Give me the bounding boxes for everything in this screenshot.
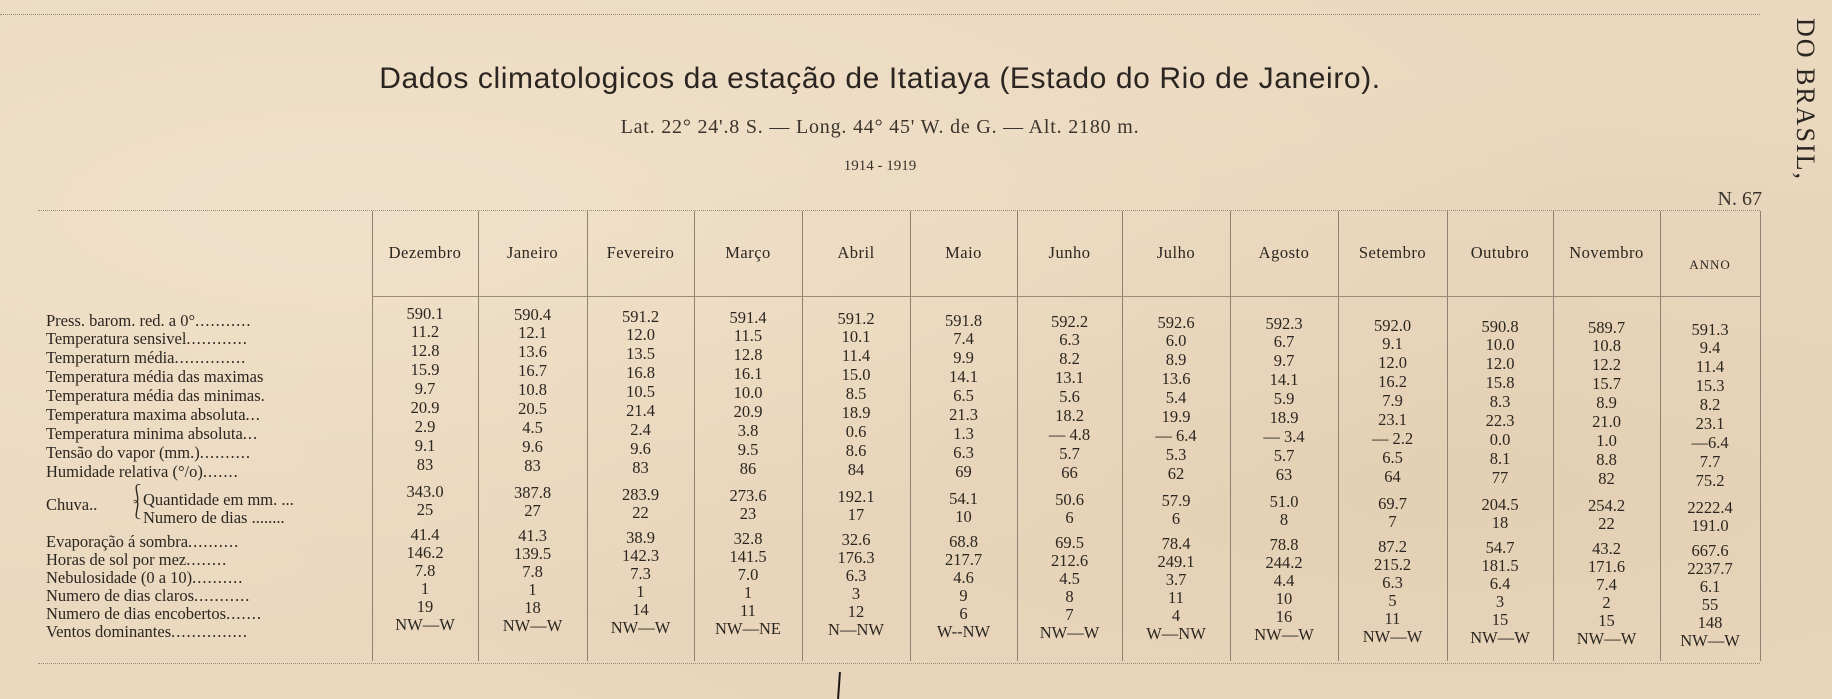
row-label — [46, 587, 250, 605]
table-cell: 6.5 — [953, 386, 974, 405]
table-cell: 8.1 — [1489, 449, 1511, 468]
table-cell: 12.0 — [1378, 353, 1407, 372]
table-cell: 78.4 — [1161, 534, 1191, 553]
row-label-text: Press. barom. red. a 0° — [46, 311, 196, 330]
table-cell: NW—W — [1254, 625, 1314, 644]
column-header: ANNO — [1689, 257, 1731, 272]
leader-dots: .......... — [188, 532, 240, 551]
table-cell: 86 — [739, 459, 757, 478]
table-cell: 283.9 — [621, 485, 660, 504]
leader-dots: ............ — [186, 329, 248, 348]
table-cell: 63 — [1275, 465, 1293, 484]
table-cell: 69 — [955, 462, 972, 481]
table-cell: 9 — [959, 586, 968, 605]
table-cell: 8.9 — [1596, 393, 1617, 412]
table-cell: 9.9 — [953, 348, 974, 367]
table-cell: NW—NE — [715, 619, 781, 638]
table-cell: 591.2 — [621, 307, 660, 326]
table-cell: 16.7 — [518, 361, 547, 380]
table-cell: 7.3 — [630, 564, 651, 583]
table-cell: —6.4 — [1691, 433, 1729, 452]
column-header: Agosto — [1258, 243, 1310, 262]
table-cell: 7.0 — [737, 565, 759, 584]
table-cell: 2.4 — [630, 420, 651, 439]
column-header: Dezembro — [388, 243, 462, 262]
table-cell: 83 — [632, 458, 649, 477]
table-cell: 12 — [847, 602, 865, 621]
table-cell: 9.5 — [737, 440, 759, 459]
table-cell: 171.6 — [1587, 557, 1626, 576]
row-label — [46, 551, 227, 569]
table-cell: NW—W — [1576, 629, 1637, 648]
table-cell: 13.6 — [1161, 369, 1191, 388]
table-cell: 43.2 — [1592, 539, 1621, 558]
table-cell: 8.2 — [1699, 395, 1721, 414]
table-cell: 10.8 — [1592, 336, 1621, 355]
table-cell: 18.9 — [841, 403, 871, 422]
leader-dots: ....... — [226, 604, 262, 623]
row-label — [143, 490, 294, 510]
table-cell: 7 — [1388, 512, 1397, 531]
table-cell: 254.2 — [1587, 496, 1626, 515]
table-cell: 9.7 — [414, 379, 436, 398]
table-cell: 141.5 — [729, 547, 767, 566]
table-cell: 591.3 — [1691, 320, 1729, 339]
brace-mark: ⎰ ⎱ — [128, 484, 146, 520]
row-label-text: Temperatura média das maximas — [46, 367, 264, 386]
table-cell: 591.8 — [944, 311, 983, 330]
table-cell: 16 — [1275, 607, 1293, 626]
table-cell: NW—W — [1680, 631, 1740, 650]
table-cell: 10 — [1275, 589, 1293, 608]
table-cell: 68.8 — [949, 532, 978, 551]
table-cell: 592.3 — [1265, 314, 1303, 333]
table-cell: 215.2 — [1373, 555, 1412, 574]
table-cell: 18.9 — [1269, 408, 1299, 427]
table-cell: 5.4 — [1165, 388, 1187, 407]
table-cell: 11.4 — [841, 346, 871, 365]
column-header: Outubro — [1470, 243, 1530, 262]
table-cell: 6.5 — [1382, 448, 1403, 467]
leader-dots: ........... — [194, 586, 251, 605]
row-label — [143, 508, 285, 528]
table-cell: 6.3 — [1382, 573, 1403, 592]
table-cell: 12.0 — [626, 325, 655, 344]
table-cell: 12.8 — [733, 345, 763, 364]
table-cell: 8 — [1065, 587, 1074, 606]
table-cell: 83 — [524, 456, 541, 475]
page-subtitle: Lat. 22° 24'.8 S. — Long. 44° 45' W. de G. — Alt. 2180 m. — [620, 116, 1140, 138]
table-cell: 27 — [524, 501, 541, 520]
table-cell: 9.4 — [1699, 338, 1721, 357]
row-label-text: Temperatura maxima absoluta — [46, 405, 246, 424]
chuva-label: Chuva.. — [46, 495, 98, 514]
table-cell: 4.4 — [1273, 571, 1295, 590]
table-cell: 38.9 — [626, 528, 655, 547]
row-label — [46, 569, 243, 587]
table-cell: 191.0 — [1691, 516, 1729, 535]
table-cell: NW—W — [1470, 628, 1530, 647]
table-cell: 1.3 — [953, 424, 974, 443]
table-cell: 15 — [1491, 610, 1509, 629]
table-cell: 6.3 — [845, 566, 867, 585]
table-cell: 7.4 — [1596, 575, 1617, 594]
table-cell: 25 — [416, 500, 434, 519]
table-cell: 5.6 — [1059, 387, 1080, 406]
table-cell: 54.1 — [949, 489, 978, 508]
table-cell: 18 — [1491, 513, 1509, 532]
table-cell: 6.1 — [1699, 577, 1721, 596]
table-cell: 10.1 — [841, 327, 871, 346]
table-cell: 591.2 — [837, 309, 875, 328]
table-cell: 192.1 — [837, 487, 875, 506]
table-cell: 11.2 — [410, 322, 440, 341]
table-cell: 15.0 — [841, 365, 871, 384]
row-label — [46, 406, 261, 424]
table-cell: 4.5 — [522, 418, 543, 437]
row-label-text: Numero de dias — [143, 508, 248, 527]
row-label-text: Quantidade em mm. — [143, 490, 278, 509]
row-label-text: Temperatura sensivel — [46, 329, 187, 348]
row-label — [46, 312, 251, 330]
table-cell: 66 — [1061, 463, 1078, 482]
table-cell: 142.3 — [621, 546, 660, 565]
table-cell: 244.2 — [1265, 553, 1303, 572]
table-cell: 591.4 — [729, 308, 767, 327]
table-cell: 9.1 — [1382, 334, 1403, 353]
table-cell: 41.3 — [518, 526, 547, 545]
column-header: Junho — [1048, 243, 1091, 262]
table-cell: 7.8 — [522, 562, 543, 581]
table-cell: 9.7 — [1273, 351, 1295, 370]
table-cell: 84 — [847, 460, 865, 479]
table-cell: 204.5 — [1481, 495, 1519, 514]
table-cell: 23.1 — [1695, 414, 1725, 433]
column-header: Janeiro — [506, 243, 559, 262]
row-label — [46, 533, 239, 551]
row-label-text: Numero de dias encobertos — [46, 604, 227, 623]
table-cell: 5.9 — [1273, 389, 1295, 408]
row-label-text: Temperaturn média — [46, 348, 175, 367]
table-cell: 10.5 — [626, 382, 655, 401]
table-cell: NW—W — [1039, 623, 1100, 642]
table-cell: 54.7 — [1485, 538, 1515, 557]
table-cell: 139.5 — [513, 544, 552, 563]
table-cell: 212.6 — [1050, 551, 1089, 570]
table-cell: 8.9 — [1165, 350, 1187, 369]
row-label-text: Tensão do vapor (mm.) — [46, 443, 200, 462]
bottom-rule — [38, 663, 1760, 664]
row-label — [46, 387, 265, 405]
table-number: N. 67 — [1717, 188, 1762, 210]
table-cell: 9.6 — [522, 437, 543, 456]
leader-dots: ....... — [202, 462, 239, 481]
table-cell: 7.9 — [1382, 391, 1403, 410]
table-cell: 7.7 — [1699, 452, 1721, 471]
leader-dots: ........... — [195, 311, 252, 330]
table-cell: 21.4 — [626, 401, 655, 420]
column-header: Setembro — [1358, 243, 1427, 262]
table-cell: NW—W — [1362, 627, 1423, 646]
table-cell: 11.4 — [1695, 357, 1725, 376]
table-cell: 181.5 — [1481, 556, 1519, 575]
table-cell: 82 — [1598, 469, 1615, 488]
table-cell: 21.3 — [949, 405, 978, 424]
period-years: 1914 - 1919 — [843, 158, 917, 174]
table-cell: 16.2 — [1378, 372, 1407, 391]
table-cell: 590.8 — [1481, 317, 1519, 336]
table-cell: W—NW — [1146, 624, 1206, 643]
row-label-text: Ventos dominantes — [46, 622, 172, 641]
table-cell: 6.0 — [1165, 331, 1187, 350]
table-cell: 1 — [420, 579, 430, 598]
table-cell: 4 — [1171, 606, 1181, 625]
table-cell: 11.5 — [733, 326, 763, 345]
table-cell: 592.2 — [1050, 312, 1089, 331]
table-cell: 4.6 — [953, 568, 974, 587]
table-cell: 11 — [1168, 588, 1184, 607]
row-label-text: Temperatura média das minimas. — [46, 386, 265, 405]
table-cell: — 6.4 — [1155, 426, 1197, 445]
table-cell: 8.5 — [845, 384, 867, 403]
table-cell: NW—W — [610, 618, 671, 637]
table-cell: 6.7 — [1273, 332, 1295, 351]
table-cell: 0.6 — [845, 422, 867, 441]
table-cell: 249.1 — [1157, 552, 1195, 571]
table-cell: 1 — [743, 583, 753, 602]
table-cell: — 4.8 — [1048, 425, 1091, 444]
table-cell: 69.5 — [1055, 533, 1084, 552]
table-cell: 55 — [1701, 595, 1719, 614]
row-label-text: Horas de sol por mez — [46, 550, 187, 569]
leader-dots: .......... — [192, 568, 244, 587]
table-cell: 12.8 — [410, 341, 440, 360]
table-cell: 9.1 — [414, 436, 436, 455]
table-cell: 5.3 — [1165, 445, 1187, 464]
table-cell: 148 — [1697, 613, 1723, 632]
table-cell: NW—W — [502, 616, 563, 635]
margin-text: DO BRASIL, — [1791, 18, 1820, 182]
table-cell: 17 — [847, 505, 865, 524]
table-cell: 62 — [1167, 464, 1185, 483]
table-cell: 146.2 — [406, 543, 444, 562]
table-cell: 667.6 — [1691, 541, 1729, 560]
column-header: Novembro — [1569, 243, 1644, 262]
table-cell: 6.3 — [953, 443, 974, 462]
table-cell: 21.0 — [1592, 412, 1621, 431]
leader-dots: ........ — [186, 550, 228, 569]
table-cell: 7 — [1065, 605, 1074, 624]
row-label-text: Nebulosidade (0 a 10) — [46, 568, 193, 587]
table-cell: 1 — [528, 580, 537, 599]
table-cell: 6 — [1171, 509, 1181, 528]
table-cell: 590.4 — [513, 305, 552, 324]
table-cell: 15.3 — [1695, 376, 1725, 395]
row-label-text: Numero de dias claros — [46, 586, 194, 605]
table-cell: 15.8 — [1485, 373, 1515, 392]
table-cell: 176.3 — [837, 548, 875, 567]
row-label-text: Humidade relativa (°/o) — [46, 462, 203, 481]
table-cell: 13.6 — [518, 342, 547, 361]
row-label-text: Evaporação á sombra — [46, 532, 189, 551]
table-cell: 3 — [851, 584, 861, 603]
table-cell: 2.9 — [414, 417, 436, 436]
column-header: Março — [725, 243, 771, 262]
table-cell: 2222.4 — [1687, 498, 1733, 517]
table-cell: 18 — [524, 598, 541, 617]
table-cell: 8.2 — [1059, 349, 1080, 368]
table-cell: 10.0 — [1485, 335, 1515, 354]
paper-tear — [837, 672, 841, 699]
table-cell: 22.3 — [1485, 411, 1515, 430]
table-cell: 13.1 — [1055, 368, 1084, 387]
table-cell: 51.0 — [1269, 492, 1299, 511]
table-cell: 6.3 — [1059, 330, 1080, 349]
leader-dots: ... — [277, 490, 294, 509]
table-cell: 8 — [1279, 510, 1289, 529]
table-cell: 83 — [416, 455, 434, 474]
table-cell: 0.0 — [1489, 430, 1511, 449]
table-cell: 343.0 — [406, 482, 444, 501]
table-cell: 23.1 — [1378, 410, 1407, 429]
table-cell: 69.7 — [1378, 494, 1407, 513]
table-cell: 50.6 — [1055, 490, 1084, 509]
table-cell: N—NW — [828, 620, 884, 639]
table-cell: 592.0 — [1373, 316, 1412, 335]
table-cell: 589.7 — [1587, 318, 1626, 337]
table-cell: 22 — [1598, 514, 1615, 533]
table-cell: 20.9 — [410, 398, 440, 417]
table-cell: 9.6 — [630, 439, 651, 458]
table-cell: 1 — [636, 582, 645, 601]
table-cell: 12.0 — [1485, 354, 1515, 373]
table-cell: 3.8 — [737, 421, 759, 440]
table-cell: 78.8 — [1269, 535, 1299, 554]
table-cell: 5.7 — [1059, 444, 1080, 463]
table-cell: 7.8 — [414, 561, 436, 580]
table-cell: 273.6 — [729, 486, 767, 505]
table-cell: 77 — [1491, 468, 1509, 487]
table-cell: 14.1 — [949, 367, 978, 386]
page-title: Dados climatologicos da estação de Itatiaya (Estado do Rio de Janeiro). — [379, 62, 1381, 95]
table-cell: 16.1 — [733, 364, 763, 383]
table-cell: 11 — [740, 601, 756, 620]
row-label — [46, 605, 262, 623]
row-label — [46, 444, 251, 462]
table-cell: 22 — [632, 503, 649, 522]
row-label — [46, 623, 248, 641]
table-cell: 14 — [632, 600, 649, 619]
table-cell: 7.4 — [953, 329, 974, 348]
table-cell: 592.6 — [1157, 313, 1195, 332]
table-cell: 8.6 — [845, 441, 867, 460]
column-header: Fevereiro — [606, 243, 675, 262]
table-cell: — 2.2 — [1371, 429, 1414, 448]
table-cell: 6 — [959, 604, 968, 623]
table-cell: 6 — [1065, 508, 1074, 527]
table-cell: 32.6 — [841, 530, 871, 549]
table-cell: 23 — [739, 504, 757, 523]
top-rule — [0, 14, 1760, 15]
leader-dots: ............... — [171, 622, 248, 641]
table-cell: 1.0 — [1596, 431, 1617, 450]
row-label — [46, 368, 263, 386]
table-cell: 64 — [1384, 467, 1401, 486]
table-cell: NW—W — [395, 615, 455, 634]
table-cell: 3.7 — [1165, 570, 1187, 589]
table-cell: 15.7 — [1592, 374, 1621, 393]
table-cell: 87.2 — [1378, 537, 1407, 556]
table-cell: 75.2 — [1695, 471, 1725, 490]
column-header: Abril — [837, 243, 875, 262]
leader-dots: ... — [245, 405, 261, 424]
header-rule — [38, 210, 1760, 211]
table-cell: 20.5 — [518, 399, 547, 418]
table-cell: 41.4 — [410, 525, 440, 544]
row-label — [46, 349, 246, 367]
table-cell: 57.9 — [1161, 491, 1191, 510]
table-cell: 8.3 — [1489, 392, 1511, 411]
table-cell: 4.5 — [1059, 569, 1080, 588]
table-cell: 16.8 — [626, 363, 655, 382]
table-cell: 590.1 — [406, 304, 444, 323]
leader-dots: .......... — [199, 443, 251, 462]
table-cell: 13.5 — [626, 344, 655, 363]
table-cell: 3 — [1495, 592, 1505, 611]
table-cell: 20.9 — [733, 402, 763, 421]
row-label — [46, 425, 258, 443]
leader-dots: .............. — [174, 348, 247, 367]
table-cell: 14.1 — [1269, 370, 1299, 389]
table-cell: — 3.4 — [1263, 427, 1305, 446]
table-cell: 11 — [1384, 609, 1401, 628]
column-header: Julho — [1156, 243, 1196, 262]
leader-dots: ........ — [247, 508, 285, 527]
table-cell: 387.8 — [513, 483, 552, 502]
table-cell: 15.9 — [410, 360, 440, 379]
header-divider — [372, 296, 1760, 297]
table-cell: 10 — [955, 507, 972, 526]
table-cell: 5 — [1388, 591, 1397, 610]
leader-dots: ... — [242, 424, 259, 443]
row-label — [46, 463, 239, 481]
table-cell: 2237.7 — [1687, 559, 1733, 578]
table-cell: 8.8 — [1596, 450, 1617, 469]
table-cell: 12.1 — [518, 323, 547, 342]
table-cell: 10.8 — [518, 380, 547, 399]
row-label-text: Temperatura minima absoluta — [46, 424, 243, 443]
table-cell: 19.9 — [1161, 407, 1191, 426]
table-cell: 2 — [1602, 593, 1611, 612]
table-cell: 10.0 — [733, 383, 763, 402]
table-cell: 5.7 — [1273, 446, 1295, 465]
table-cell: 15 — [1598, 611, 1615, 630]
table-cell: 12.2 — [1592, 355, 1621, 374]
table-cell: 18.2 — [1055, 406, 1084, 425]
column-header: Maio — [945, 243, 982, 262]
table-cell: 19 — [416, 597, 434, 616]
table-cell: 217.7 — [944, 550, 983, 569]
row-label — [46, 330, 248, 348]
table-cell: 32.8 — [733, 529, 763, 548]
column-divider — [1760, 211, 1761, 661]
table-cell: W--NW — [936, 622, 991, 641]
table-cell: 6.4 — [1489, 574, 1511, 593]
